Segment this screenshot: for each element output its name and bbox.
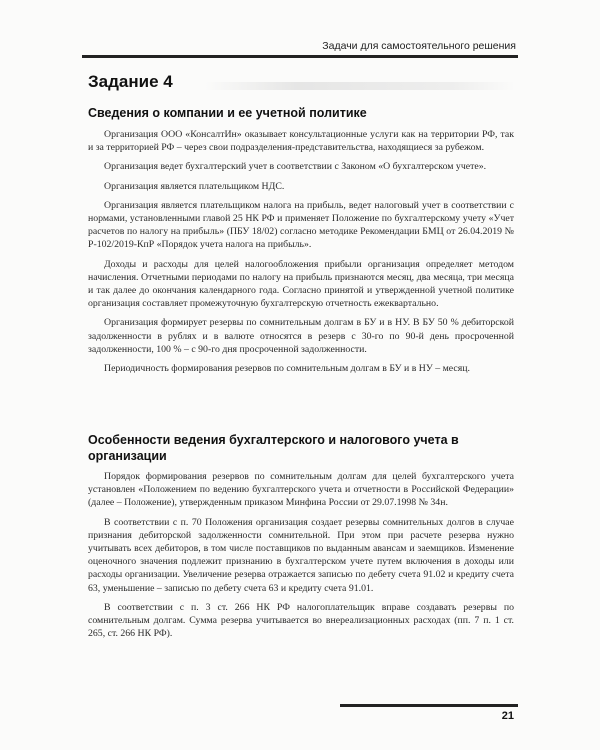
task-title: Задание 4 (88, 72, 173, 91)
paragraph: Организация ООО «КонсалтИн» оказывает консультационные услуги как на территории РФ, так и за территорией РФ – через свои подразделения-представительства, находящиеся за рубежом. (88, 129, 514, 154)
title-shading (205, 82, 515, 90)
paragraph: В соответствии с п. 3 ст. 266 НК РФ налогоплательщик вправе создавать резервы по сомнительным долгам. Сумма резерва учитывается во внереализационных расходах (пп. 7 п. 1 ст. 265, ст. 266 НК РФ). (88, 601, 514, 640)
section-heading-company: Сведения о компании и ее учетной политике (88, 106, 367, 120)
footer-rule (340, 704, 518, 707)
paragraph: Организация формирует резервы по сомнительным долгам в БУ и в НУ. В БУ 50 % дебиторской задолженности в рублях и в валюте относятся в резерв с 30-го по 90-й день просроченной задолженности, 100 % – с 90-го дня просроченной задолженности. (88, 317, 514, 355)
section-company-body (88, 128, 514, 381)
header-rule (82, 55, 518, 58)
paragraph: В соответствии с п. 70 Положения организация создает резервы сомнительных долгов в случае признания дебиторской задолженности сомнительной. При этом при расчете резерва нужно учитывать всех дебиторов, в том числе поставщиков по выданным авансам и заемщиков. Изменение оценочного значения подлежит признанию в бухгалтерском учете путем включения в доходы или расходы организации. Увеличение резерва отражается записью по дебету счета 91.02 и кредиту счета 63, уменьшение – записью по дебету счета 63 и кредиту счета 91.01. (88, 516, 514, 594)
page-number: 21 (501, 710, 514, 722)
paragraph: Организация является плательщиком налога на прибыль, ведет налоговый учет в соответствии с нормами, установленными главой 25 НК РФ и применяет Положение по бухгалтерскому учету «Учет расчетов по налогу на прибыль» (ПБУ 18/02) согласно методике Рекомендации БМЦ от 26.04.2019 № Р-102/2019-КпР «Порядок учета налога на прибыль». (88, 199, 514, 251)
paragraph: Организация ведет бухгалтерский учет в соответствии с Законом «О бухгалтерском учете». (104, 161, 487, 173)
paragraph: Доходы и расходы для целей налогообложения прибыли организация определяет методом начисления. Отчетными периодами по налогу на прибыль признаются месяц, два месяца, три месяца и так далее до окончания календарного года. Согласно принятой и утвержденной учетной политике организация составляет промежуточную бухгалтерскую отчетность ежеквартально. (88, 258, 514, 310)
section-accounting-body (88, 470, 514, 646)
paragraph: Организация является плательщиком НДС. (104, 180, 285, 192)
paragraph: Порядок формирования резервов по сомнительным долгам для целей бухгалтерского учета установлен «Положением по ведению бухгалтерского учета и отчетности в Российской Федерации» (далее – Положение), утвержденным приказом Минфина России от 29.07.1998 № 34н. (88, 471, 514, 509)
section-heading-accounting: Особенности ведения бухгалтерского и налогового учета в организации (88, 433, 459, 463)
paragraph: Периодичность формирования резервов по сомнительным долгам в БУ и в НУ – месяц. (104, 363, 470, 375)
running-header: Задачи для самостоятельного решения (322, 40, 516, 52)
